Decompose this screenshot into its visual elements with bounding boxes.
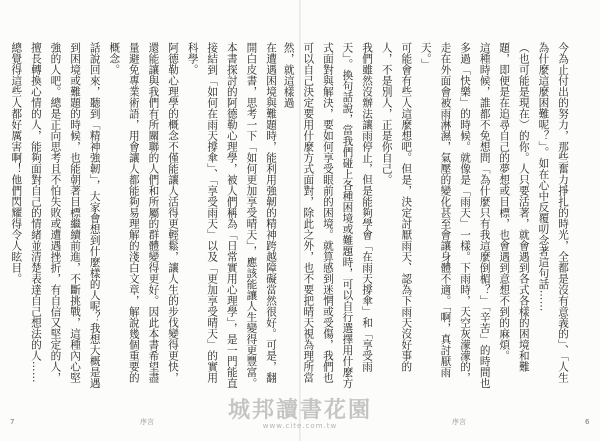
right-running-label: 序言	[452, 418, 466, 426]
right-paragraph: （也可能是現在）的你。人只要活著，就會遇到各式各樣的困境和難題，即便是在追尋自己的夢想或目標，也會遇到意想不到的麻煩。	[498, 42, 530, 372]
right-page-number: 6	[585, 418, 590, 426]
left-running-label: 序言	[140, 418, 154, 426]
watermark-url: www.cite.com.tw	[262, 422, 338, 430]
right-page	[282, 42, 572, 392]
watermark	[205, 398, 395, 434]
right-page-text	[282, 42, 572, 392]
left-page-text	[10, 42, 280, 392]
right-paragraph: 可能會有些人這麼想吧。但是，決定討厭雨天、認為下雨天沒好事的人，不是別人，正是你自己。	[380, 42, 413, 372]
left-paragraph: 阿德勒心理學的概念不僅能讓人活得更輕鬆，讓人生的步伐變得更快，還能讓與我們有所關聯的人們和所屬的群體變得更好。因此本書希望盡量避免專業術語，用會讓人都能夠易理解的淺白文章，解說幾個重要的概念。	[108, 42, 180, 383]
left-paragraph: 本書探討的阿德勒心理學，被人們稱為「日常實用心理學」，是一門能直接結到「如何在雨天撐傘」、「享受雨天」以及「更加享受晴天」的實用科學。	[186, 42, 238, 389]
watermark-title: 城邦讀書花園	[227, 398, 372, 423]
left-page	[10, 42, 280, 392]
left-page-number: 7	[10, 418, 15, 426]
right-paragraph: 這種時候，誰都不免想問「為什麼只有我這麼倒楣？」「辛苦」的時間也多過「快樂」的時候。就像是「雨天」一樣。下雨時，天空灰濛濛的，走在外面會被雨淋濕，氣壓的變化甚至會讓身體不適。「啊，真討厭雨天。」	[419, 42, 491, 389]
left-paragraph: 話說回來，聽到「精神強韌」，大家會想到什麼樣的人呢？我想大概是遇到困境或難題的時候，也能朝著目標繼續前進，不斷挑戰，這種內心堅強的人吧。總是正向思考且不怕失敗或遭遇挫折，有自信又堅定的人，擅長轉換心情的人，能夠面對自己的情緒並清楚表達自己想法的人……總覺得這些人都好厲害啊！他們閃耀得令人眩目。	[10, 42, 101, 389]
left-paragraph: 在遭遇困境與難題時，能利用強韌的精神跨越障礙當然很好。可是，翻開白皮書，思考一下「如何更加享受晴天」，應該能讓人生變得更豐富。	[245, 42, 277, 389]
right-paragraph: 我們雖然沒辦法讓雨停止，但是能夠學會「在雨天撐傘」和「享受雨天」。換句話說，當我們碰上各種困境或難題時，可以自行選擇用什麼方式面對與解決，要如何享受眼前的困境。就算感到迷惘或受傷，我們也可以自己決定要用什麼方式面對，除此之外，也不要把晴天視為理所當然，就這樣過	[282, 42, 374, 389]
right-paragraph: 今為止付出的努力，那些奮力掙扎的時光，全都是沒有意義的」、「人生為什麼這麼困難呢？」。如在心中反覆叨念著這句話……	[537, 42, 569, 384]
